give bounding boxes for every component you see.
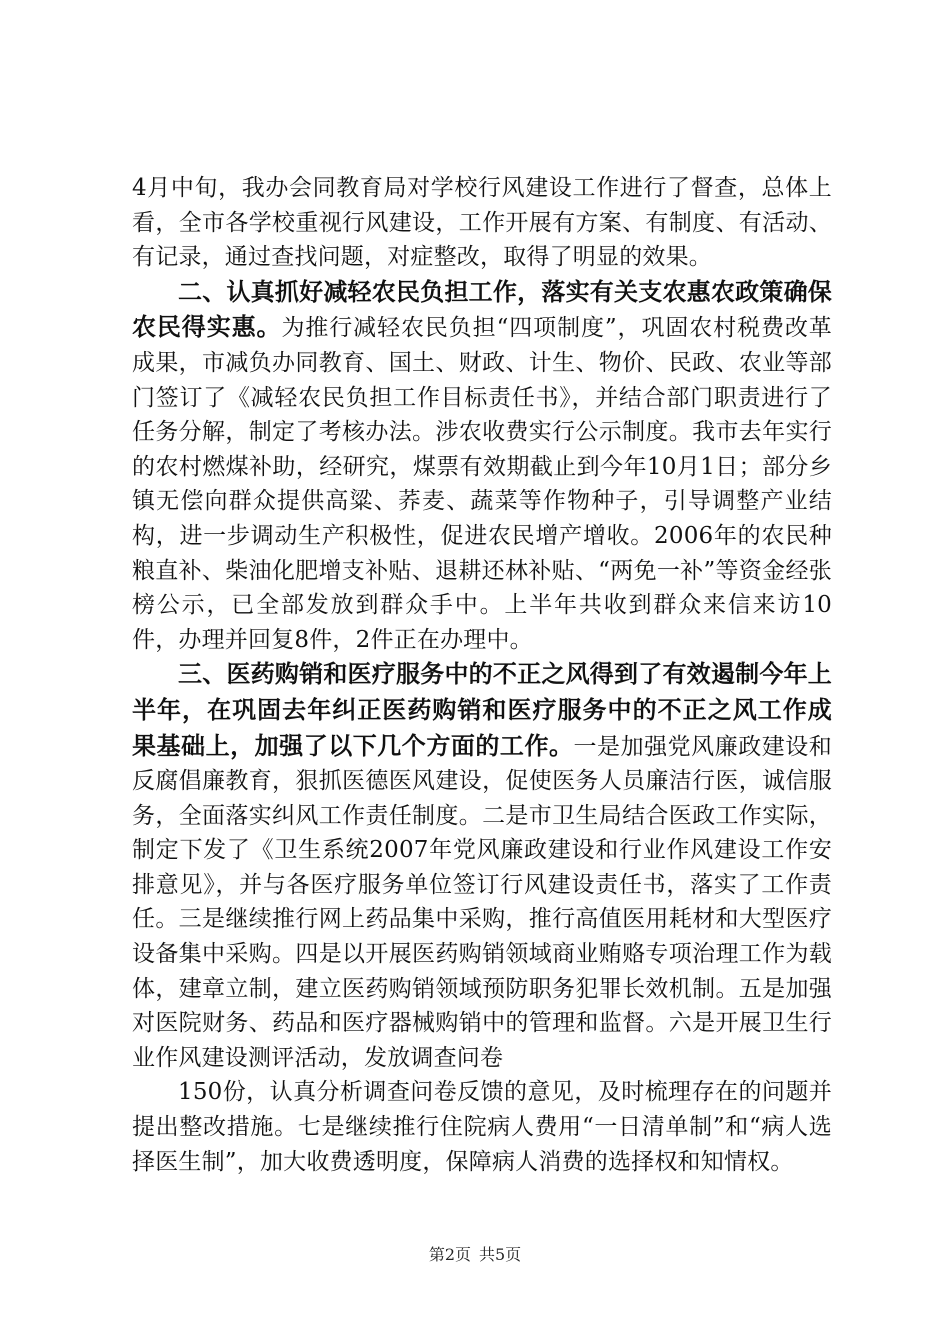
paragraph-section-three: [132, 657, 832, 1075]
page-footer: [0, 1242, 950, 1265]
paragraph-section-two: [132, 275, 832, 658]
paragraph-body-text: 4月中旬，我办会同教育局对学校行风建设工作进行了督查，总体上看，全市各学校重视行风建设，工作开展有方案、有制度、有活动、有记录，通过查找问题，对症整改，取得了明显的效果。: [132, 175, 832, 271]
section-heading: 二、认真抓好减轻农民负担工作，落实有关支农惠农政策确保农民得实惠。: [132, 277, 832, 342]
document-body: [132, 171, 832, 1179]
paragraph-continuation-questionnaire: [132, 1075, 832, 1179]
section-heading: 三、医药购销和医疗服务中的不正之风得到了有效遏制今年上半年，在巩固去年纠正医药购销和医疗服务中的不正之风工作成果基础上，加强了以下几个方面的工作。: [132, 660, 832, 760]
paragraph-body-text: 一是加强党风廉政建设和反腐倡廉教育，狠抓医德医风建设，促使医务人员廉洁行医，诚信服务，全面落实纠风工作责任制度。二是市卫生局结合医政工作实际，制定下发了《卫生系统2007年党风廉政建设和行业作风建设工作安排意见》，并与各医疗服务单位签订行风建设责任书，落实了工作责任。三是继续推行网上药品集中采购，推行高值医用耗材和大型医疗设备集中采购。四是以开展医药购销领域商业贿赂专项治理工作为载体，建章立制，建立医药购销领域预防职务犯罪长效机制。五是加强对医院财务、药品和医疗器械购销中的管理和监督。六是开展卫生行业作风建设测评活动，发放调查问卷: [132, 733, 832, 1071]
paragraph-body-text: 为推行减轻农民负担“四项制度”，巩固农村税费改革成果，市减负办同教育、国土、财政、计生、物价、民政、农业等部门签订了《减轻农民负担工作目标责任书》，并结合部门职责进行了任务分解，制定了考核办法。涉农收费实行公示制度。我市去年实行的农村燃煤补助，经研究，煤票有效期截止到今年10月1日；部分乡镇无偿向群众提供高粱、荞麦、蔬菜等作物种子，引导调整产业结构，进一步调动生产积极性，促进农民增产增收。2006年的农民种粮直补、柴油化肥增支补贴、退耕还林补贴、“两免一补”等资金经张榜公示，已全部发放到群众手中。上半年共收到群众来信来访10件，办理并回复8件，2件正在办理中。: [132, 315, 832, 653]
page-number: 第2页: [428, 1245, 471, 1264]
paragraph-body-text: 150份，认真分析调查问卷反馈的意见，及时梳理存在的问题并提出整改措施。七是继续推行住院病人费用“一日清单制”和“病人选择医生制”，加大收费透明度，保障病人消费的选择权和知情权。: [132, 1079, 832, 1175]
page-total: 共5页: [479, 1245, 522, 1264]
paragraph-continuation: [132, 171, 832, 275]
